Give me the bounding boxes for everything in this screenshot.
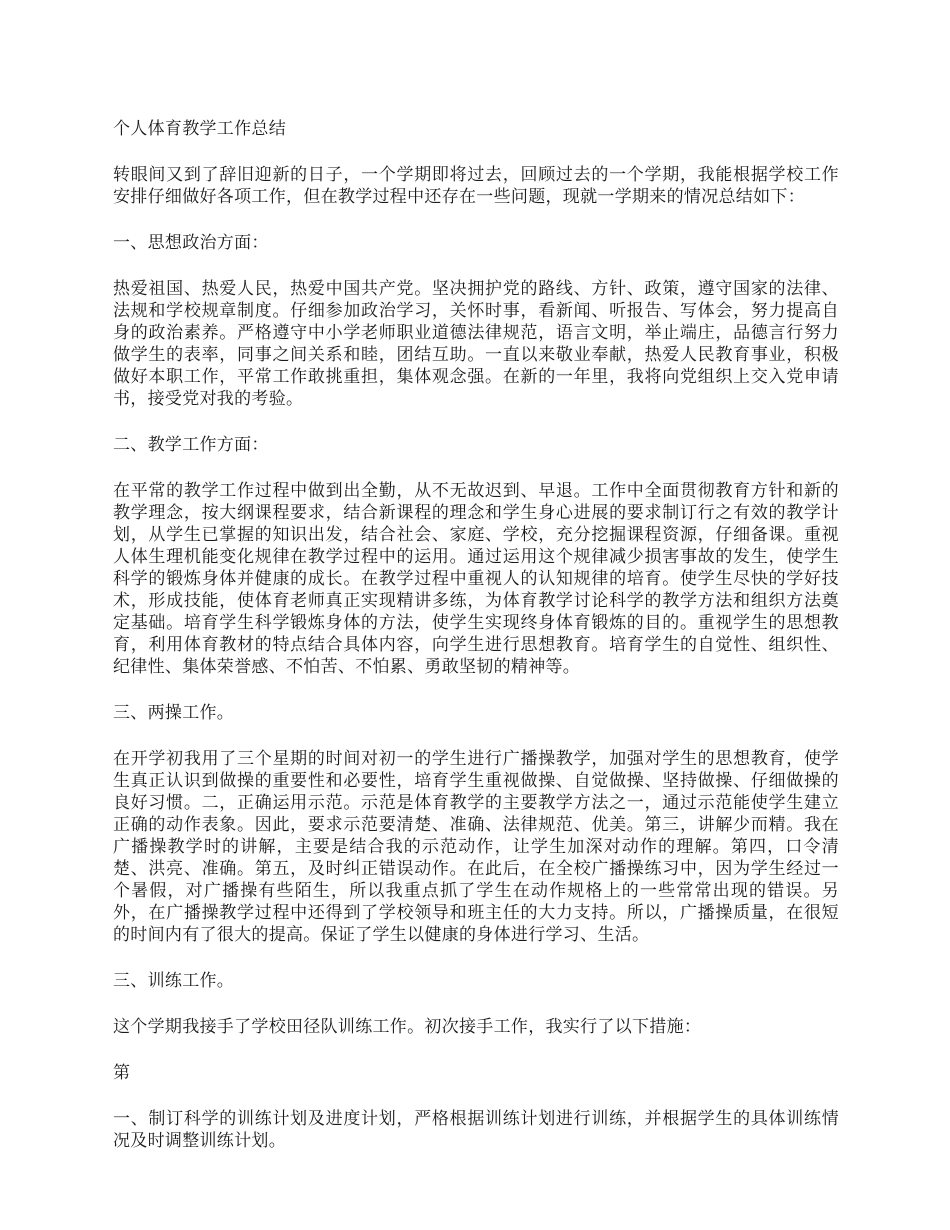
section-body-ideology: 热爱祖国、热爱人民，热爱中国共产党。坚决拥护党的路线、方针、政策，遵守国家的法律、法规和学校规章制度。仔细参加政治学习，关怀时事，看新闻、听报告、写体会，努力提高自身的政治素养。严格遵守中小学老师职业道德法律规范，语言文明，举止端庄，品德言行努力做学生的表率，同事之间关系和睦，团结互助。一直以来敬业奉献，热爱人民教育事业，积极做好本职工作，平常工作敢挑重担，集体观念强。在新的一年里，我将向党组织上交入党申请书，接受党对我的考验。 [113,279,839,409]
section-body-teaching: 在平常的教学工作过程中做到出全勤，从不无故迟到、早退。工作中全面贯彻教育方针和新的教学理念，按大纲课程要求，结合新课程的理念和学生身心进展的要求制订行之有效的教学计划，从学生已掌握的知识出发，结合社会、家庭、学校，充分挖掘课程资源，仔细备课。重视人体生理机能变化规律在教学过程中的运用。通过运用这个规律减少损害事故的发生，使学生科学的锻炼身体并健康的成长。在教学过程中重视人的认知规律的培育。使学生尽快的学好技术，形成技能，使体育老师真正实现精讲多练，为体育教学讨论科学的教学方法和组织方法奠定基础。培育学生科学锻炼身体的方法，使学生实现终身体育锻炼的目的。重视学生的思想教育，利用体育教材的特点结合具体内容，向学生进行思想教育。培育学生的自觉性、组织性、纪律性、集体荣誉感、不怕苦、不怕累、勇敢坚韧的精神等。 [113,481,839,677]
section-heading-teaching: 二、教学工作方面： [113,435,269,455]
section-body-exercises: 在开学初我用了三个星期的时间对初一的学生进行广播操教学，加强对学生的思想教育，使学生真正认识到做操的重要性和必要性，培育学生重视做操、自觉做操、坚持做操、仔细做操的良好习惯。二，正确运用示范。示范是体育教学的主要教学方法之一，通过示范能使学生建立正确的动作表象。因此，要求示范要清楚、准确、法律规范、优美。第三，讲解少而精。我在广播操教学时的讲解，主要是结合我的示范动作，让学生加深对动作的理解。第四，口令清楚、洪亮、准确。第五，及时纠正错误动作。在此后，在全校广播操练习中，因为学生经过一个暑假，对广播操有些陌生，所以我重点抓了学生在动作规格上的一些常常出现的错误。另外，在广播操教学过程中还得到了学校领导和班主任的大力支持。所以，广播操质量，在很短的时间内有了很大的提高。保证了学生以健康的身体进行学习、生活。 [113,749,839,945]
intro-paragraph: 转眼间又到了辞旧迎新的日子，一个学期即将过去，回顾过去的一个学期，我能根据学校工作安排仔细做好各项工作，但在教学过程中还存在一些问题，现就一学期来的情况总结如下： [113,165,839,207]
document-content [113,118,839,1176]
training-item-1: 一、制订科学的训练计划及进度计划，严格根据训练计划进行训练，并根据学生的具体训练情况及时调整训练计划。 [113,1109,839,1151]
section-heading-exercises: 三、两操工作。 [113,703,235,723]
document-title: 个人体育教学工作总结 [113,119,286,139]
section-body-training: 这个学期我接手了学校田径队训练工作。初次接手工作，我实行了以下措施： [113,1017,702,1037]
section-heading-training: 三、训练工作。 [113,971,235,991]
section-fragment: 第 [113,1063,131,1083]
section-heading-ideology: 一、思想政治方面： [113,233,269,253]
